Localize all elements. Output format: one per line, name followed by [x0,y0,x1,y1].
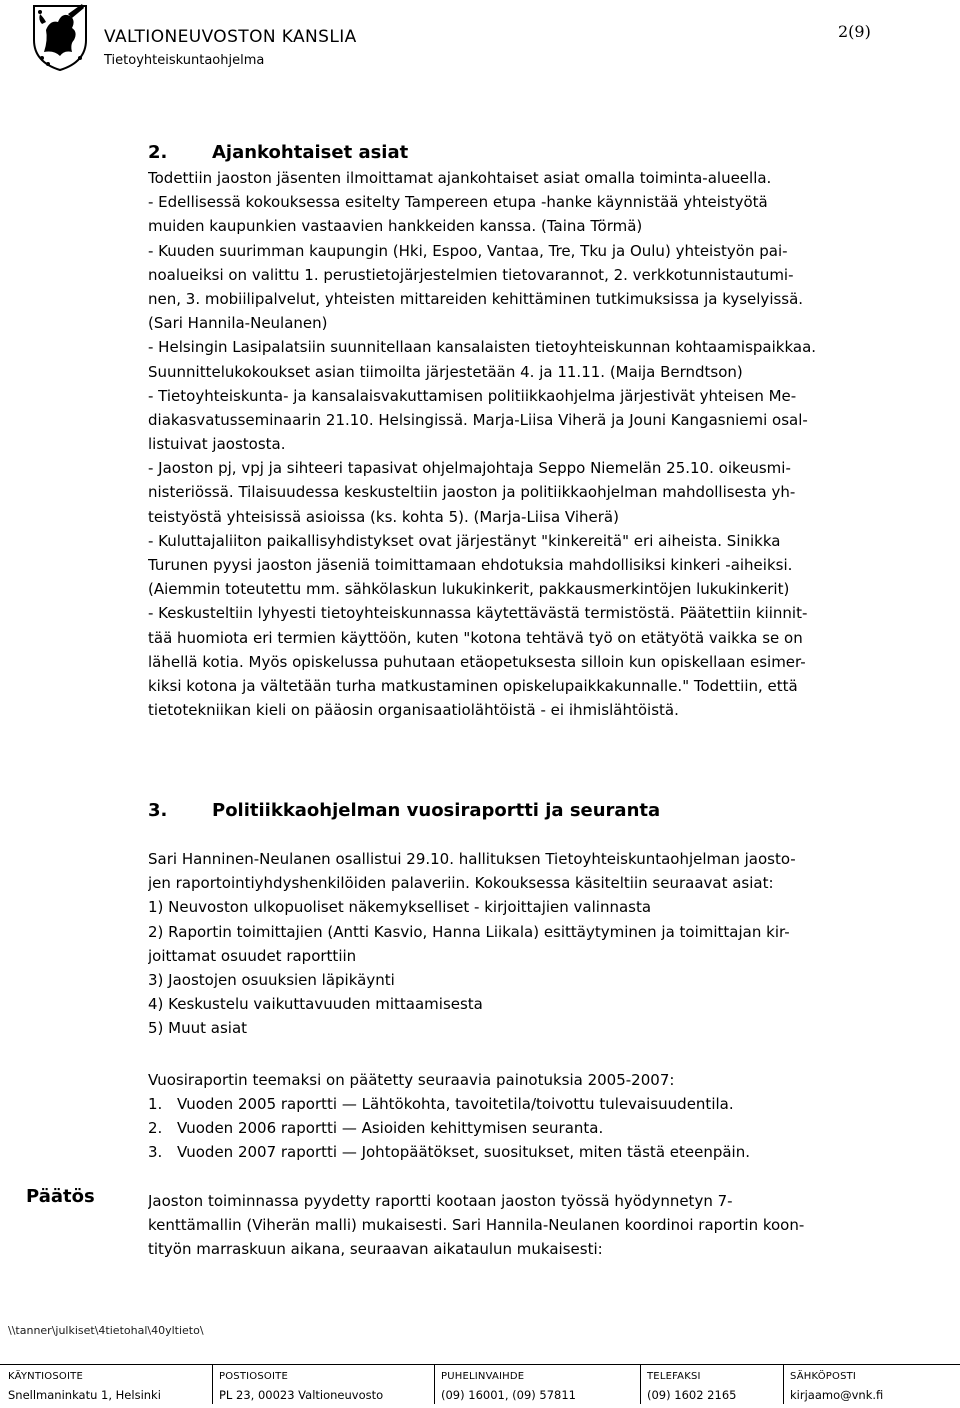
list-number: 3. [148,1142,163,1161]
text-line: Jaoston toiminnassa pyydetty raportti kootaan jaoston työssä hyödynnetyn 7- [148,1192,733,1210]
organization-name: VALTIONEUVOSTON KANSLIA [104,27,357,47]
text-line: - Tietoyhteiskunta- ja kansalaisvakuttamisen politiikkaohjelma järjestivät yhteisen Me- [148,386,797,405]
footer-email [783,1364,960,1404]
footer-postal-address [212,1364,434,1404]
text-line: - Kuluttajaliiton paikallisyhdistykset ovat järjestänyt "kinkereitä" eri aiheista. Sinikka [148,531,781,550]
text-line: lähellä kotia. Myös opiskelussa puhutaan etäopetuksesta silloin kun opiskellaan esimer- [148,652,806,671]
list-text: Vuoden 2007 raportti — Johtopäätökset, suositukset, miten tästä eteenpäin. [177,1142,751,1161]
coat-of-arms-logo [28,0,92,72]
decision-label: Päätös [26,1186,95,1207]
text-line: tää huomiota eri termien käyttöön, kuten "kotona tehtävä työ on etätyötä vaikka se on [148,628,803,647]
footer-label: KÄYNTIOSOITE [8,1371,83,1382]
text-line: diakasvatusseminaarin 21.10. Helsingissä. Marja-Liisa Viherä ja Jouni Kangasniemi osal- [148,410,808,429]
section-title: Politiikkaohjelman vuosiraportti ja seuranta [212,800,661,821]
section-title: Ajankohtaiset asiat [212,142,409,163]
text-line: 5) Muut asiat [148,1019,248,1038]
text-line: - Kuuden suurimman kaupungin (Hki, Espoo, Vantaa, Tre, Tku ja Oulu) yhteistyön pai- [148,241,788,260]
text-line: listuivat jaostosta. [148,435,286,454]
text-line: kiksi kotona ja vältetään turha matkustaminen opiskelupaikkakunnalle." Todettiin, että [148,676,798,695]
list-text: Vuoden 2006 raportti — Asioiden kehittymisen seuranta. [177,1118,604,1137]
department-name: Tietoyhteiskuntaohjelma [104,53,265,68]
footer-value: PL 23, 00023 Valtioneuvosto [219,1388,384,1402]
text-line: 1) Neuvoston ulkopuoliset näkemykselliset - kirjoittajien valinnasta [148,898,652,917]
text-line: teistyöstä yhteisissä asioissa (ks. kohta 5). (Marja-Liisa Viherä) [148,507,619,526]
footer-label: PUHELINVAIHDE [441,1371,525,1382]
text-line: Turunen pyysi jaoston jäseniä toimittamaan ehdotuksia mahdollisiksi kinkeri -aiheiksi. [148,556,793,574]
section-number: 3. [148,800,168,821]
file-path: \\tanner\julkiset\4tietohal\40yltieto\ [8,1324,204,1337]
text-line: tietotekniikan kieli on pääosin organisaatiolähtöistä - ei ihmislähtöistä. [148,701,679,720]
lion-icon [28,0,92,72]
footer-label: SÄHKÖPOSTI [790,1371,857,1382]
footer-label: POSTIOSOITE [219,1371,288,1382]
text-line: - Keskusteltiin lyhyesti tietoyhteiskunnassa käytettävästä termistöstä. Päätettiin kiinnit- [148,604,808,623]
footer-visiting-address [0,1364,212,1404]
text-line: tityön marraskuun aikana, seuraavan aikataulun mukaisesti: [148,1240,603,1259]
text-line: nisteriössä. Tilaisuudessa keskusteltiin jaoston ja politiikkaohjelman mahdollisesta yh- [148,483,796,502]
text-line: Suunnittelukokoukset asian tiimoilta järjestetään 4. ja 11.11. (Maija Berndtson) [148,362,743,381]
footer-fax [640,1364,783,1404]
footer-value: (09) 16001, (09) 57811 [441,1388,577,1402]
footer-value: kirjaamo@vnk.fi [790,1388,884,1402]
list-text: Vuoden 2005 raportti — Lähtökohta, tavoitetila/toivottu tulevaisuudentila. [177,1095,734,1113]
text-line: nen, 3. mobiilipalvelut, yhteisten mittareiden kehittäminen tutkimuksissa ja kyselyissä. [148,289,804,308]
list-number: 2. [148,1118,163,1137]
text-line: muiden kaupunkien vastaavien hankkeiden kanssa. (Taina Törmä) [148,217,643,236]
section-number: 2. [148,142,168,163]
text-line: 2) Raportin toimittajien (Antti Kasvio, Hanna Liikala) esittäytyminen ja toimittajan kir- [148,922,790,941]
footer-value: Snellmaninkatu 1, Helsinki [8,1388,161,1402]
text-line: Todettiin jaoston jäsenten ilmoittamat ajankohtaiset asiat omalla toiminta-alueella. [148,169,772,187]
text-line: 4) Keskustelu vaikuttavuuden mittaamisesta [148,995,483,1014]
text-line: Sari Hanninen-Neulanen osallistui 29.10. hallituksen Tietoyhteiskuntaohjelman jaosto- [148,850,796,868]
themes-intro [148,1068,928,1092]
text-line: kenttämallin (Viherän malli) mukaisesti. Sari Hannila-Neulanen koordinoi raportin koon- [148,1216,805,1235]
text-line: (Aiemmin toteutettu mm. sähkölaskun lukukinkerit, pakkausmerkintöjen lukukinkerit) [148,580,790,599]
decision-body [148,1189,928,1262]
text-line: - Edellisessä kokouksessa esitelty Tampereen etupa -hanke käynnistää yhteistyötä [148,193,768,212]
text-line: (Sari Hannila-Neulanen) [148,314,328,333]
text-line: jen raportointiyhdyshenkilöiden palaveriin. Kokouksessa käsiteltiin seuraavat asiat: [148,874,774,893]
text-line: noalueiksi on valittu 1. perustietojärjestelmien tietovarannot, 2. verkkotunnistautumi- [148,265,794,284]
footer-value: (09) 1602 2165 [647,1388,737,1402]
page-footer [0,1364,960,1408]
text-line: - Jaoston pj, vpj ja sihteeri tapasivat ohjelmajohtaja Seppo Niemelän 25.10. oikeusmi- [148,459,791,478]
section-3-body [148,847,928,1041]
text-line: - Helsingin Lasipalatsiin suunnitellaan kansalaisten tietoyhteiskunnan kohtaamispaikkaa. [148,338,817,357]
text-line: Vuosiraportin teemaksi on päätetty seuraavia painotuksia 2005-2007: [148,1071,675,1089]
text-line: joittamat osuudet raporttiin [148,946,357,965]
text-line: 3) Jaostojen osuuksien läpikäynti [148,970,395,989]
page-number: 2(9) [838,22,871,41]
section-2-body [148,166,928,722]
footer-phone [434,1364,640,1404]
footer-label: TELEFAKSI [647,1371,701,1382]
list-number: 1. [148,1095,163,1113]
